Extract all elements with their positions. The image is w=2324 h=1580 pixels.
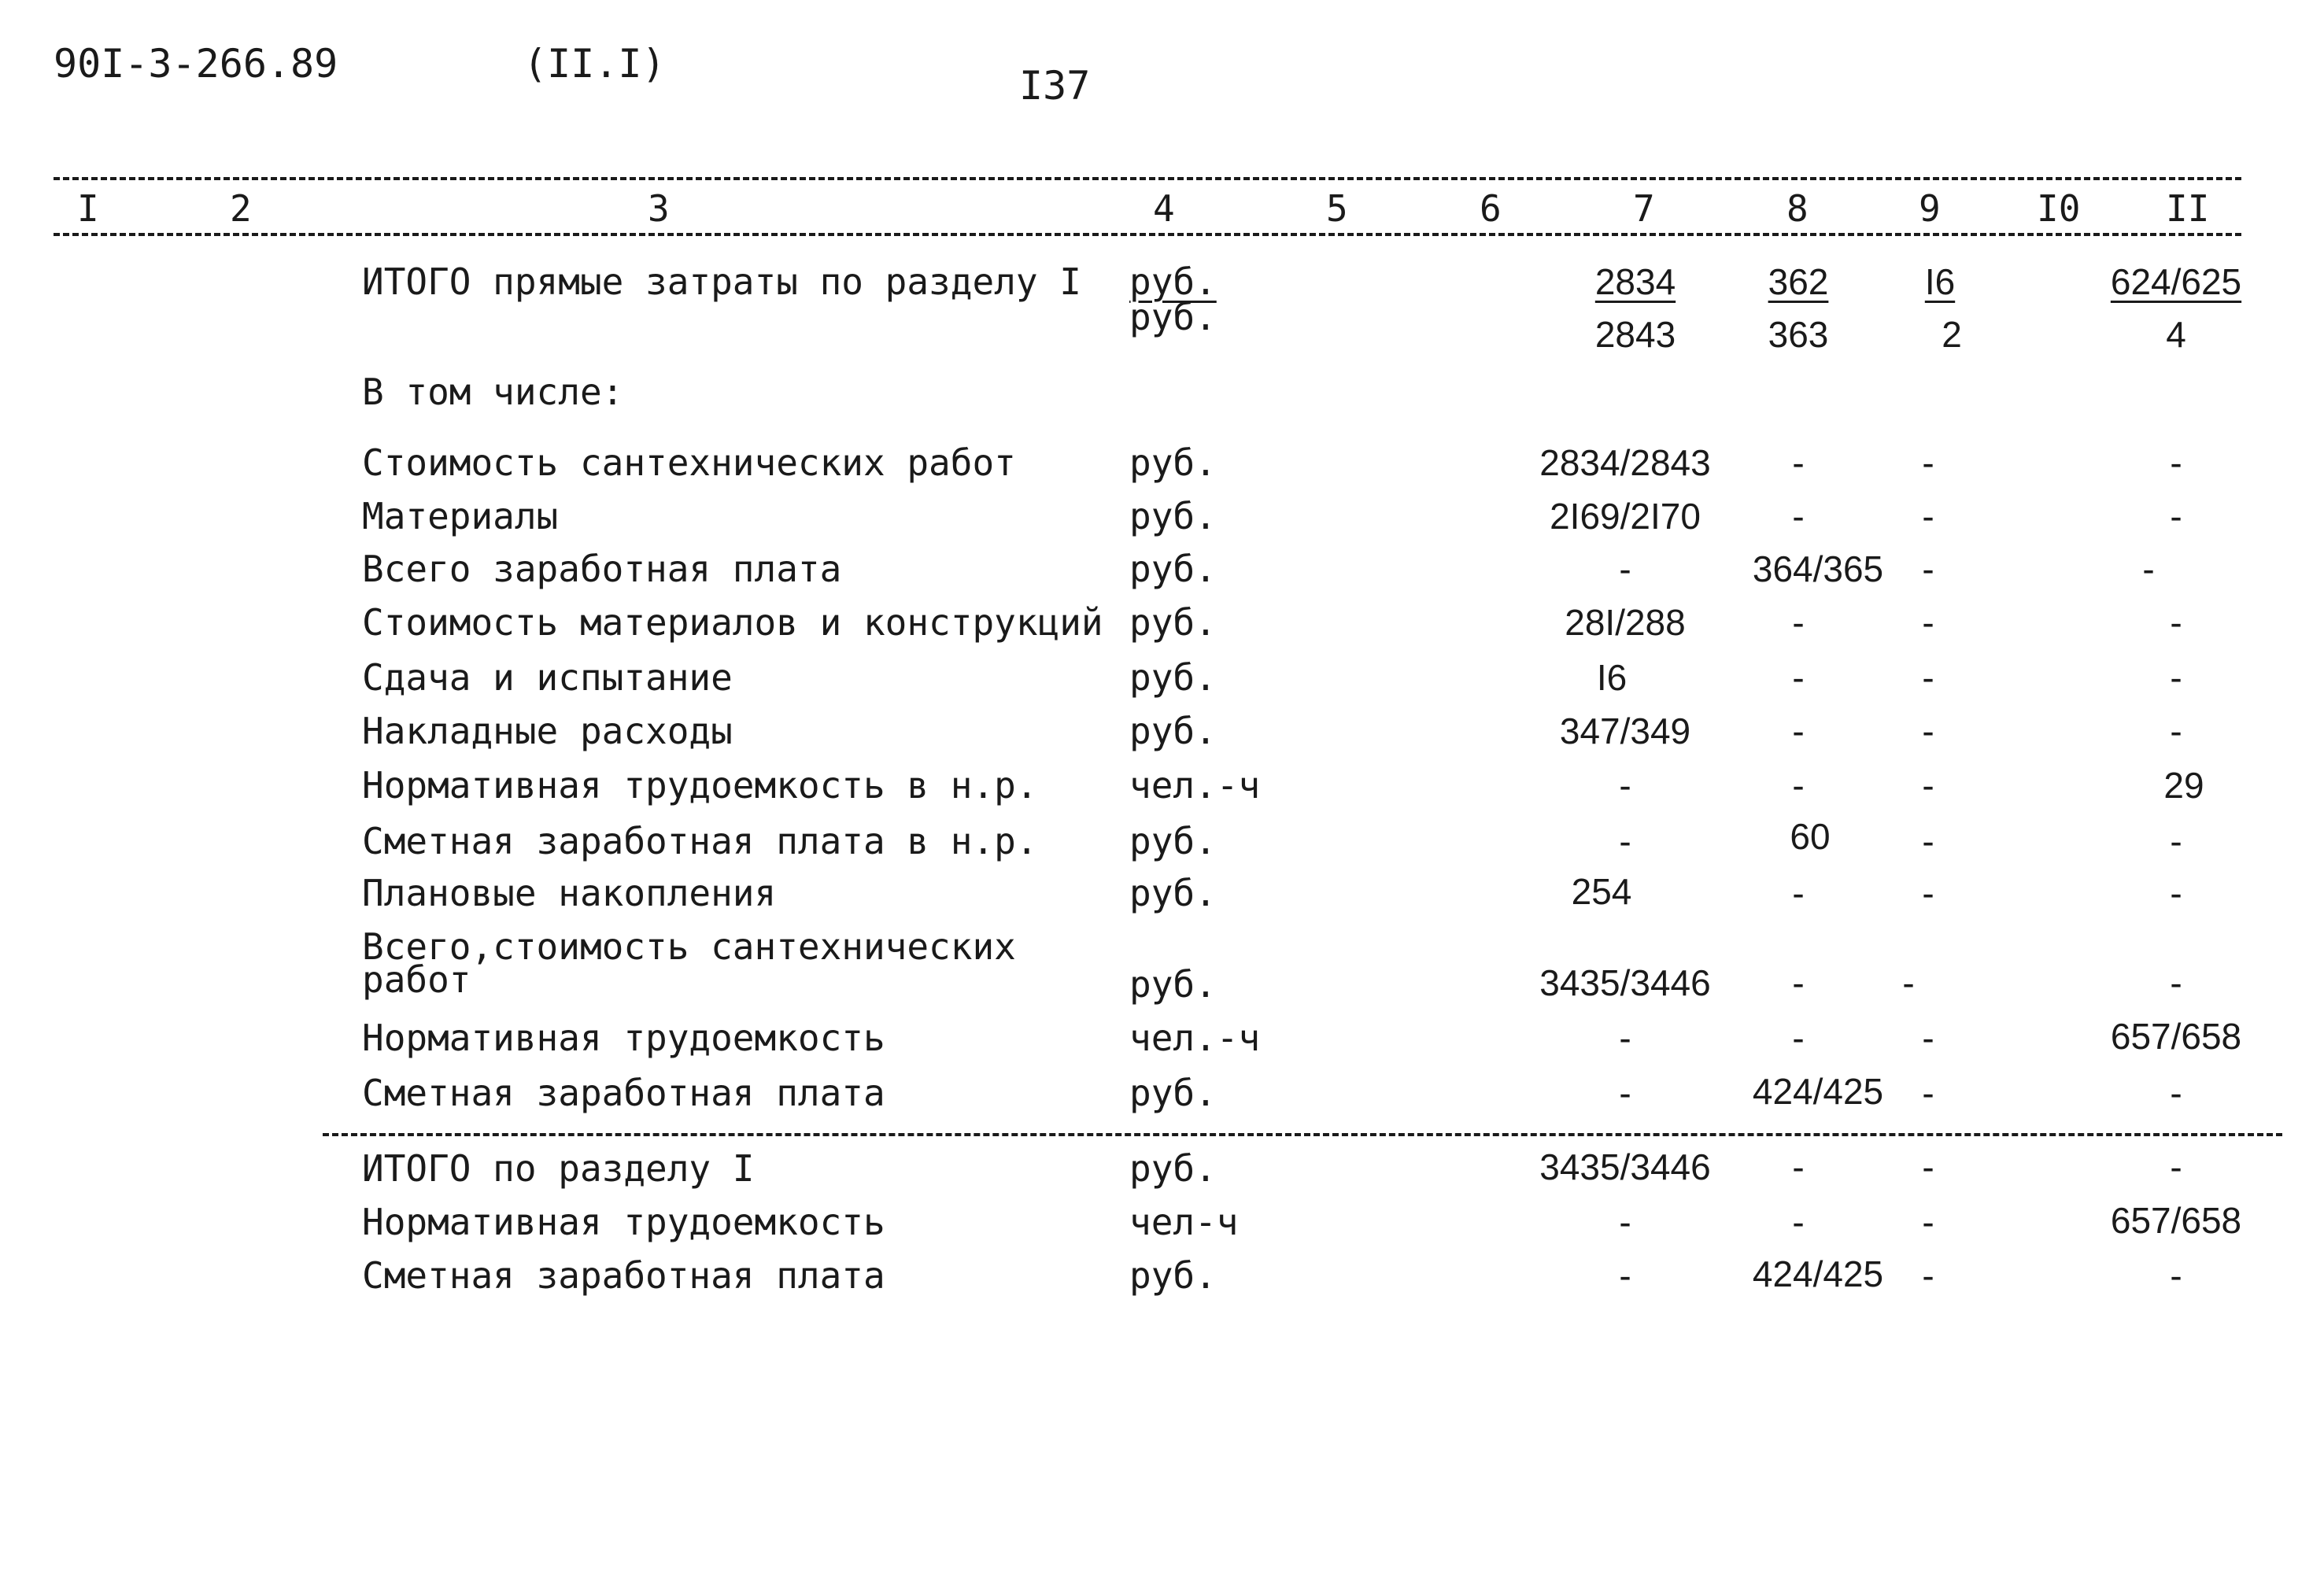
row-c9: - — [1922, 821, 1934, 862]
section-total-rule — [323, 1133, 2282, 1136]
row-c7: 254 — [1571, 871, 1632, 912]
itogo-direct-c11-bottom: 4 — [2166, 314, 2186, 355]
row-c9: - — [1922, 765, 1934, 806]
row-c8: - — [1792, 1017, 1805, 1058]
row-c11: - — [2170, 873, 2182, 914]
row-c9: - — [1922, 657, 1934, 698]
row-label: Накладные расходы — [362, 710, 733, 752]
header-bottom-rule — [54, 233, 2241, 236]
itogo-direct-c7-bottom: 2843 — [1594, 314, 1676, 355]
row-c11: 657/658 — [2110, 1016, 2242, 1057]
row-unit: чел-ч — [1129, 1201, 1239, 1243]
row-label: Всего заработная плата — [362, 548, 842, 590]
row-c11: - — [2142, 548, 2155, 589]
row-label: Нормативная трудоемкость — [362, 1201, 885, 1243]
column-header-2: 2 — [230, 187, 252, 230]
row-unit: руб. — [1129, 1147, 1217, 1190]
row-c8: - — [1792, 657, 1805, 698]
row-label: Сметная заработная плата — [362, 1072, 885, 1114]
row-c11: - — [2170, 711, 2182, 751]
column-header-5: 5 — [1326, 187, 1348, 230]
row-c7: - — [1619, 1072, 1631, 1113]
row-c11: - — [2170, 962, 2182, 1003]
row-unit: чел.-ч — [1129, 1017, 1261, 1059]
row-c8: - — [1792, 1146, 1805, 1187]
row-unit: руб. — [1129, 656, 1217, 699]
itogo-direct-c8-bottom: 363 — [1768, 314, 1829, 355]
row-c11: - — [2170, 1255, 2182, 1296]
document-code: 90I-3-266.89 — [54, 41, 338, 87]
row-c9: - — [1922, 1255, 1934, 1296]
header-top-rule — [54, 177, 2241, 180]
row-unit: руб. — [1129, 963, 1217, 1006]
row-label: Сметная заработная плата в н.р. — [362, 820, 1038, 862]
row-label: Нормативная трудоемкость в н.р. — [362, 764, 1038, 807]
itogo-direct-c9-bottom: 2 — [1942, 314, 1962, 355]
row-c7: - — [1619, 1017, 1631, 1058]
row-c8: 60 — [1790, 816, 1831, 857]
row-c9: - — [1922, 1146, 1934, 1187]
row-c11: 657/658 — [2110, 1200, 2242, 1241]
row-c8: - — [1792, 962, 1805, 1003]
itogo-direct-c8-top: 362 — [1768, 261, 1829, 302]
row-c8: 364/365 — [1752, 548, 1884, 589]
row-c8: - — [1792, 602, 1805, 643]
row-unit: руб. — [1129, 441, 1217, 484]
itogo-direct-c7-top: 2834 — [1594, 261, 1676, 302]
including-label: В том числе: — [362, 371, 624, 413]
itogo-direct-c9-top: I6 — [1924, 261, 1956, 302]
row-c9: - — [1922, 1072, 1934, 1113]
itogo-direct-unit-bottom: руб. — [1129, 296, 1217, 338]
row-c9: - — [1922, 1202, 1934, 1242]
row-unit: руб. — [1129, 872, 1217, 914]
row-c8: - — [1792, 1202, 1805, 1242]
row-label: Сдача и испытание — [362, 656, 733, 699]
row-label: Плановые накопления — [362, 872, 777, 914]
row-unit: руб. — [1129, 1072, 1217, 1114]
row-label: Стоимость сантехнических работ — [362, 441, 1016, 484]
row-c8: 424/425 — [1752, 1071, 1884, 1112]
row-c11: - — [2170, 1072, 2182, 1113]
row-label: ИТОГО по разделу I — [362, 1147, 755, 1190]
row-c8: - — [1792, 496, 1805, 537]
row-c9: - — [1922, 602, 1934, 643]
row-c8: - — [1792, 765, 1805, 806]
row-c7: 347/349 — [1559, 711, 1691, 751]
row-c9: - — [1922, 711, 1934, 751]
row-c7: - — [1619, 548, 1631, 589]
row-c7: - — [1619, 1202, 1631, 1242]
row-c11: - — [2170, 496, 2182, 537]
row-c8: - — [1792, 873, 1805, 914]
total-row-label-line2: работ — [362, 958, 471, 1001]
column-header-4: 4 — [1153, 187, 1175, 230]
column-header-6: 6 — [1480, 187, 1502, 230]
row-unit: руб. — [1129, 495, 1217, 537]
row-c11: - — [2170, 602, 2182, 643]
row-unit: руб. — [1129, 548, 1217, 590]
row-label: Нормативная трудоемкость — [362, 1017, 885, 1059]
row-c9: - — [1902, 962, 1915, 1003]
row-label: Стоимость материалов и конструкций — [362, 601, 1103, 644]
row-c9: - — [1922, 548, 1934, 589]
column-header-3: 3 — [648, 187, 670, 230]
column-header-7: 7 — [1633, 187, 1655, 230]
row-c9: - — [1922, 873, 1934, 914]
row-c7: 2I69/2I70 — [1550, 496, 1701, 537]
row-c7: 2834/2843 — [1539, 442, 1711, 483]
row-c9: - — [1922, 496, 1934, 537]
column-header-11: II — [2166, 187, 2210, 230]
row-c11: - — [2170, 1146, 2182, 1187]
column-header-8: 8 — [1786, 187, 1809, 230]
row-c11: - — [2170, 442, 2182, 483]
row-c7: - — [1619, 821, 1631, 862]
row-c7: 28I/288 — [1565, 602, 1686, 643]
row-label: Сметная заработная плата — [362, 1254, 885, 1297]
row-c11: - — [2170, 657, 2182, 698]
row-unit: чел.-ч — [1129, 764, 1261, 807]
column-header-1: I — [77, 187, 99, 230]
row-label: Материалы — [362, 495, 559, 537]
row-c7: I6 — [1596, 657, 1628, 698]
total-row-label-line1: Всего,стоимость сантехнических — [362, 925, 1016, 968]
row-unit: руб. — [1129, 710, 1217, 752]
row-c11: - — [2170, 821, 2182, 862]
row-unit: руб. — [1129, 820, 1217, 862]
row-c7: - — [1619, 765, 1631, 806]
row-c7: - — [1619, 1255, 1631, 1296]
page-number: I37 — [1019, 63, 1091, 109]
column-header-9: 9 — [1919, 187, 1941, 230]
row-c8: - — [1792, 442, 1805, 483]
itogo-direct-unit-top: руб. — [1129, 260, 1217, 303]
row-c8: 424/425 — [1752, 1253, 1884, 1294]
row-unit: руб. — [1129, 1254, 1217, 1297]
row-c11: 29 — [2163, 765, 2204, 806]
column-header-10: I0 — [2037, 187, 2081, 230]
row-c9: - — [1922, 1017, 1934, 1058]
itogo-direct-label: ИТОГО прямые затраты по разделу I — [362, 260, 1081, 303]
row-c7: 3435/3446 — [1539, 962, 1711, 1003]
row-c7: 3435/3446 — [1539, 1146, 1711, 1187]
row-c8: - — [1792, 711, 1805, 751]
itogo-direct-c11-top: 624/625 — [2110, 261, 2242, 302]
row-c9: - — [1922, 442, 1934, 483]
row-unit: руб. — [1129, 601, 1217, 644]
section-code: (II.I) — [523, 41, 666, 87]
